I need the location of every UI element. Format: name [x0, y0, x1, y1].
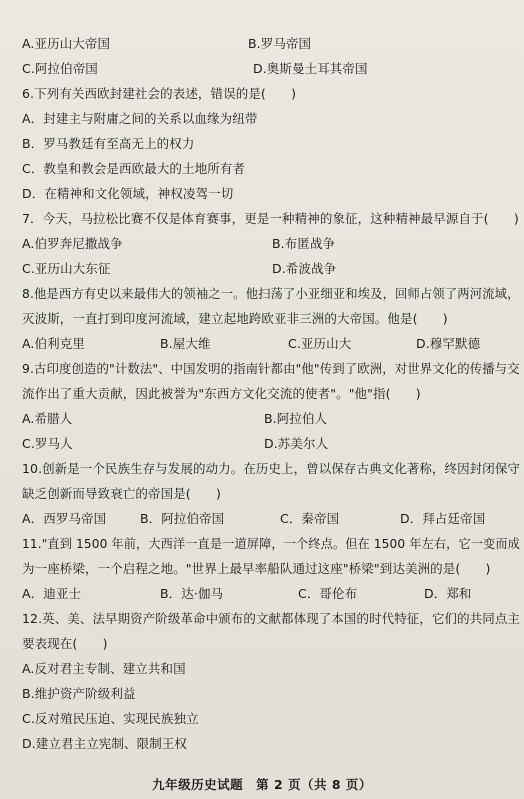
q9-option-c: C.罗马人	[22, 436, 73, 451]
page-footer: 九年级历史试题 第 2 页（共 8 页）	[152, 777, 372, 792]
q10-option-a: A．西罗马帝国	[22, 511, 107, 526]
q8-stem-line-1: 8.他是西方有史以来最伟大的领袖之一。他扫荡了小亚细亚和埃及，回师占领了两河流域，	[22, 286, 520, 301]
q7-option-d: D.希波战争	[272, 261, 337, 276]
q10-option-d: D．拜占廷帝国	[400, 511, 486, 526]
q11-stem-line-1: 11."直到 1500 年前，大西洋一直是一道屏障，一个终点。但在 1500 年左右，它一变而成	[22, 536, 520, 551]
q9-stem-line-2: 流作出了重大贡献，因此被誉为"东西方文化交流的使者"。"他"指( )	[22, 386, 421, 401]
q11-option-a: A．迪亚士	[22, 586, 82, 601]
q6-option-b: B．罗马教廷有至高无上的权力	[22, 136, 195, 151]
q5-option-d: D.奥斯曼土耳其帝国	[253, 61, 368, 76]
q8-option-a: A.伯利克里	[22, 336, 85, 351]
q12-option-c: C.反对殖民压迫、实现民族独立	[22, 711, 199, 726]
q7-stem: 7．今天，马拉松比赛不仅是体育赛事，更是一种精神的象征，这种精神最早源自于( )	[22, 211, 519, 226]
q10-stem-line-1: 10.创新是一个民族生存与发展的动力。在历史上，曾以保存古典文化著称，终因封闭保守	[22, 461, 520, 476]
q9-option-d: D.苏美尔人	[264, 436, 329, 451]
q9-stem-line-1: 9.古印度创造的"计数法"、中国发明的指南针都由"他"传到了欧洲，对世界文化的传播与交	[22, 361, 520, 376]
q6-stem: 6.下列有关西欧封建社会的表述，错误的是( )	[22, 86, 297, 101]
q12-option-d: D.建立君主立宪制、限制王权	[22, 736, 187, 751]
q6-option-d: D．在精神和文化领域，神权凌驾一切	[22, 186, 234, 201]
q8-option-d: D.穆罕默德	[416, 336, 481, 351]
q10-stem-line-2: 缺乏创新而导致衰亡的帝国是( )	[22, 486, 221, 501]
q10-option-c: C．秦帝国	[280, 511, 340, 526]
q11-stem-line-2: 为一座桥梁，一个启程之地。"世界上最早率船队通过这座"桥梁"到达美洲的是( )	[22, 561, 491, 576]
q9-option-a: A.希腊人	[22, 411, 73, 426]
q12-option-a: A.反对君主专制、建立共和国	[22, 661, 186, 676]
q6-option-c: C．教皇和教会是西欧最大的土地所有者	[22, 161, 246, 176]
q12-stem-line-2: 要表现在( )	[22, 636, 108, 651]
q7-option-c: C.亚历山大东征	[22, 261, 111, 276]
q7-option-b: B.布匿战争	[272, 236, 336, 251]
q5-option-c: C.阿拉伯帝国	[22, 61, 98, 76]
q8-option-c: C.亚历山大	[288, 336, 352, 351]
q12-stem-line-1: 12.英、美、法早期资产阶级革命中颁布的文献都体现了本国的时代特征，它们的共同点主	[22, 611, 520, 626]
q11-option-b: B．达·伽马	[160, 586, 224, 601]
q5-option-a: A.亚历山大帝国	[22, 36, 111, 51]
q6-option-a: A．封建主与附庸之间的关系以血缘为纽带	[22, 111, 258, 126]
q5-option-b: B.罗马帝国	[248, 36, 312, 51]
q11-option-c: C．哥伦布	[298, 586, 358, 601]
q8-option-b: B.屋大维	[160, 336, 211, 351]
q12-option-b: B.维护资产阶级利益	[22, 686, 136, 701]
q11-option-d: D．郑和	[424, 586, 472, 601]
q10-option-b: B．阿拉伯帝国	[140, 511, 225, 526]
q7-option-a: A.伯罗奔尼撒战争	[22, 236, 123, 251]
q8-stem-line-2: 灭波斯，一直打到印度河流域，建立起地跨欧亚非三洲的大帝国。他是( )	[22, 311, 448, 326]
q9-option-b: B.阿拉伯人	[264, 411, 328, 426]
